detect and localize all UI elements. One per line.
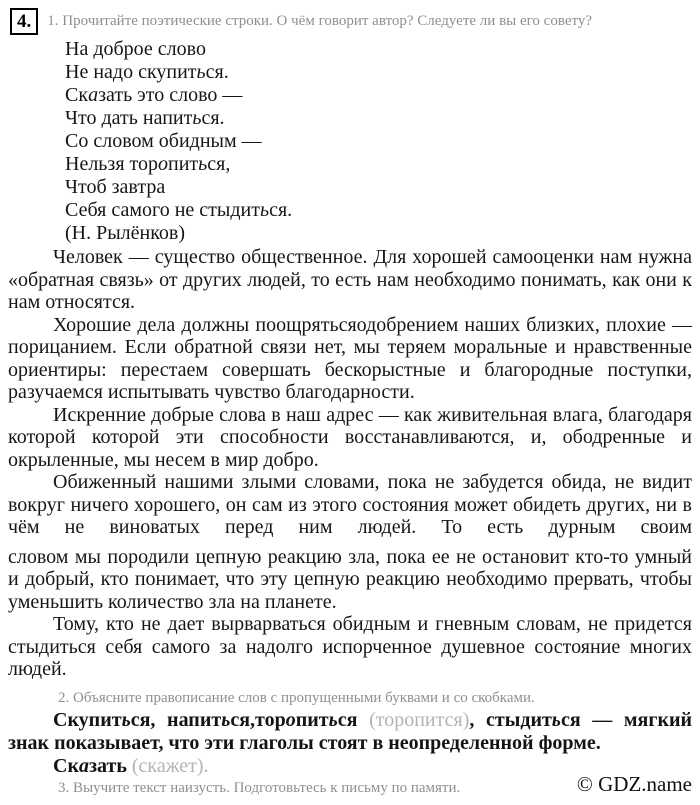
- exercise-number-badge: 4.: [10, 8, 38, 35]
- poem-line-text: Со словом обидным —: [65, 130, 262, 152]
- orthogram-letter: ь: [121, 708, 131, 731]
- orthogram-letter: ь: [551, 708, 561, 731]
- orthogram-letter: ь: [198, 153, 208, 175]
- poem-line-text: Себя самого не стыдит: [65, 199, 260, 221]
- answer-text: ся — мягкий знак показывает, что эти глаголы стоят в неопределенной форме.: [8, 708, 693, 754]
- answer-word: ся,тор: [230, 708, 286, 731]
- answer-2-explanation: [0, 709, 700, 755]
- exercise-header: [0, 0, 700, 35]
- answer-word: ся, напит: [130, 708, 222, 731]
- poem-line: [65, 199, 700, 222]
- check-word-hint: (торопится): [369, 708, 470, 731]
- poem-line-text: ся.: [205, 61, 229, 83]
- poem-line-text: Чтоб завтра: [65, 176, 166, 198]
- task-2-instruction: 2. Объясните правописание слов с пропущенными буквами и со скобками.: [58, 689, 535, 706]
- poem-line-text: ся,: [207, 153, 231, 175]
- essay-paragraph: Обиженный нашими злыми словами, пока не забудется обида, не видит вокруг ничего хорошего, он сам из этого состояния может обидеть других, ни в чём не виноватых перед ним людей. То есть дурным своим: [8, 471, 692, 538]
- essay-paragraph: Человек — существо общественное. Для хорошей самооценки нам нужна «обратная связь» от других людей, то есть нам необходимо понимать, как они к нам относятся.: [8, 246, 692, 313]
- orthogram-letter: а: [88, 84, 99, 106]
- essay-paragraph: Хорошие дела должны поощрятьсяодобрением наших близких, плохие — порицанием. Если обратной связи нет, мы теряем моральные и нравственные ориентиры: перестаем совершать бескорыстные и благородные поступки, разучаемся испытывать чувство благодарности.: [8, 313, 692, 403]
- essay-paragraph-continuation: словом мы породили цепную реакцию зла, пока ее не остановит кто-то умный и добрый, кто понимает, что эту цепную реакцию необходимо прервать, чтобы уменьшить количество зла на планете.: [8, 545, 692, 613]
- poem-line-text: Не надо скупит: [65, 61, 197, 83]
- poem-line: [65, 107, 700, 130]
- poem-line: [65, 38, 700, 61]
- page-footer: [0, 772, 700, 797]
- orthogram-letter: ь: [196, 61, 206, 83]
- task-1-instruction: 1. Прочитайте поэтические строки. О чём говорит автор? Следуете ли вы его совету?: [47, 13, 592, 29]
- poem-line-text: Нельзя тор: [65, 153, 158, 175]
- poem-block: [65, 38, 700, 245]
- orthogram-letter: о: [158, 153, 168, 175]
- poem-line: [65, 84, 700, 107]
- poem-author-text: (Н. Рылёнков): [65, 222, 186, 244]
- poem-line-text: На доброе слово: [65, 38, 206, 60]
- poem-line: [65, 61, 700, 84]
- answer-word: , стыдит: [469, 708, 552, 731]
- poem-line: [65, 176, 700, 199]
- poem-line-text: ся.: [269, 199, 293, 221]
- orthogram-letter: о: [285, 708, 296, 731]
- poem-line: [65, 153, 700, 176]
- poem-line-text: Что дать напит: [65, 107, 193, 129]
- answer-word: Ск: [53, 754, 79, 777]
- answer-word: пит: [295, 708, 329, 731]
- poem-line: [65, 130, 700, 153]
- task-3-instruction: 3. Выучите текст наизусть. Подготовьтесь к письму по памяти.: [58, 780, 461, 796]
- poem-author: [65, 222, 700, 245]
- poem-line-text: пит: [168, 153, 199, 175]
- essay-paragraph: Тому, кто не дает вырварваться обидным и гневным словам, не придется стыдиться себя самого за надолго испорченное душевное состояние многих людей.: [8, 613, 692, 680]
- essay-paragraph: Искренние добрые слова в наш адрес — как живительная влага, благодаря которой которой эти способности восстанавливаются, и, ободренные и окрыленные, мы несем в мир добро.: [8, 403, 692, 471]
- answer-word: Скупит: [53, 708, 122, 731]
- orthogram-letter: ь: [259, 199, 270, 221]
- poem-line-text: Ск: [65, 84, 89, 106]
- check-word-hint: (скажет).: [131, 754, 209, 777]
- poem-line-text: ся.: [201, 107, 225, 129]
- answer-word: зать: [88, 754, 132, 777]
- orthogram-letter: ь: [328, 708, 338, 731]
- answer-word: ся: [337, 708, 370, 731]
- orthogram-letter: ь: [192, 107, 202, 129]
- orthogram-letter: а: [78, 754, 89, 777]
- essay-block: [0, 246, 700, 681]
- poem-line-text: зать это слово —: [98, 84, 243, 106]
- copyright-watermark: © GDZ.name: [576, 772, 692, 796]
- orthogram-letter: ь: [221, 708, 231, 731]
